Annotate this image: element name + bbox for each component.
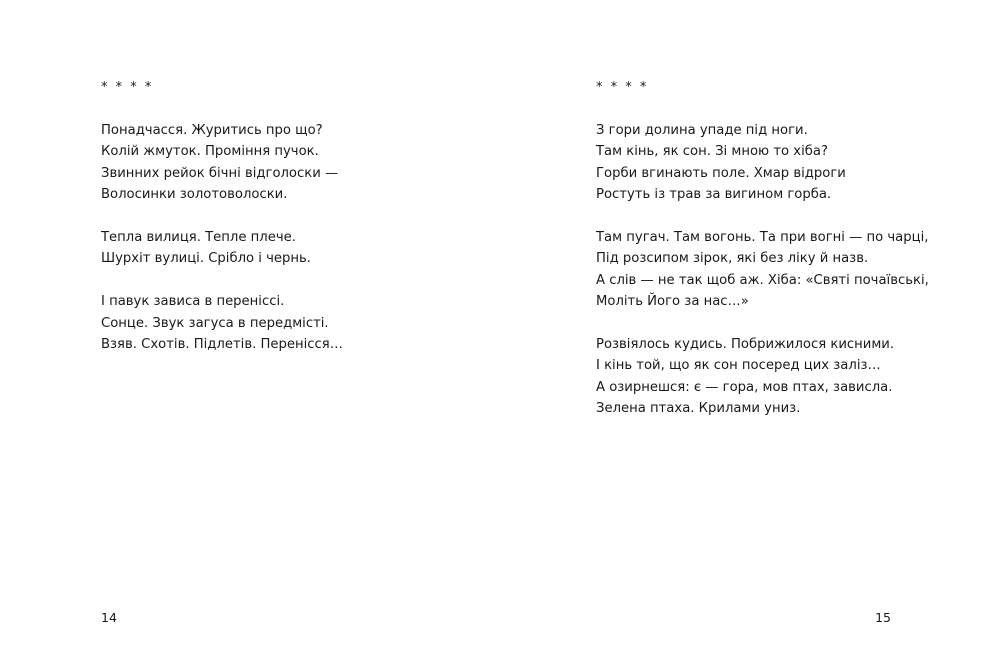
poem-line: Там пугач. Там вогонь. Та при вогні — по чарці, [596, 230, 929, 246]
poem-line: Тепла вилиця. Тепле плече. [101, 230, 296, 246]
poem-line: І кінь той, що як сон посеред цих заліз… [596, 358, 881, 374]
stanza [596, 227, 956, 313]
poem-line: Колій жмуток. Проміння пучок. [101, 144, 319, 160]
poem-line: А озирнешся: є — гора, мов птах, зависла. [596, 379, 893, 395]
right-page [495, 0, 991, 672]
stanza-separator: * * * * [596, 80, 649, 95]
poem-line: Сонце. Звук загуса в передмісті. [101, 315, 329, 331]
poem-right [596, 78, 956, 420]
poem-line: Розвіялось кудись. Побрижилося кисними. [596, 337, 895, 353]
poem-line: Звинних рейок бічні відголоски — [101, 165, 339, 181]
poem-line: Шурхіт вулиці. Срібло і чернь. [101, 251, 312, 267]
stanza [596, 120, 956, 206]
poem-line: Під розсипом зірок, які без ліку й назв. [596, 251, 869, 267]
left-page [0, 0, 495, 672]
page-number: 14 [101, 610, 117, 625]
poem-line: Моліть Його за нас…» [596, 294, 749, 310]
poem-line: Взяв. Схотів. Підлетів. Перенісся… [101, 337, 343, 353]
poem-line: І павук зависа в переніссі. [101, 294, 285, 310]
poem-line: Горби вгинають поле. Хмар відроги [596, 165, 846, 181]
poem-line: Ростуть із трав за вигином горба. [596, 187, 832, 203]
poem-line: З гори долина упаде під ноги. [596, 123, 808, 138]
stanza-separator: * * * * [101, 80, 154, 95]
stanza [596, 334, 956, 420]
poem-line: Зелена птаха. Крилами униз. [596, 401, 801, 417]
stanza [101, 120, 461, 206]
poem-left [101, 78, 461, 355]
page-number: 15 [875, 610, 891, 625]
poem-line: Волосинки золотоволоски. [101, 187, 288, 203]
poem-line: А слів — не так щоб аж. Хіба: «Святі почаївські, [596, 272, 929, 288]
poem-line: Там кінь, як сон. Зі мною то хіба? [596, 144, 828, 160]
stanza [101, 291, 461, 355]
poem-line: Понадчасся. Журитись про що? [101, 123, 323, 138]
stanza [101, 227, 461, 270]
